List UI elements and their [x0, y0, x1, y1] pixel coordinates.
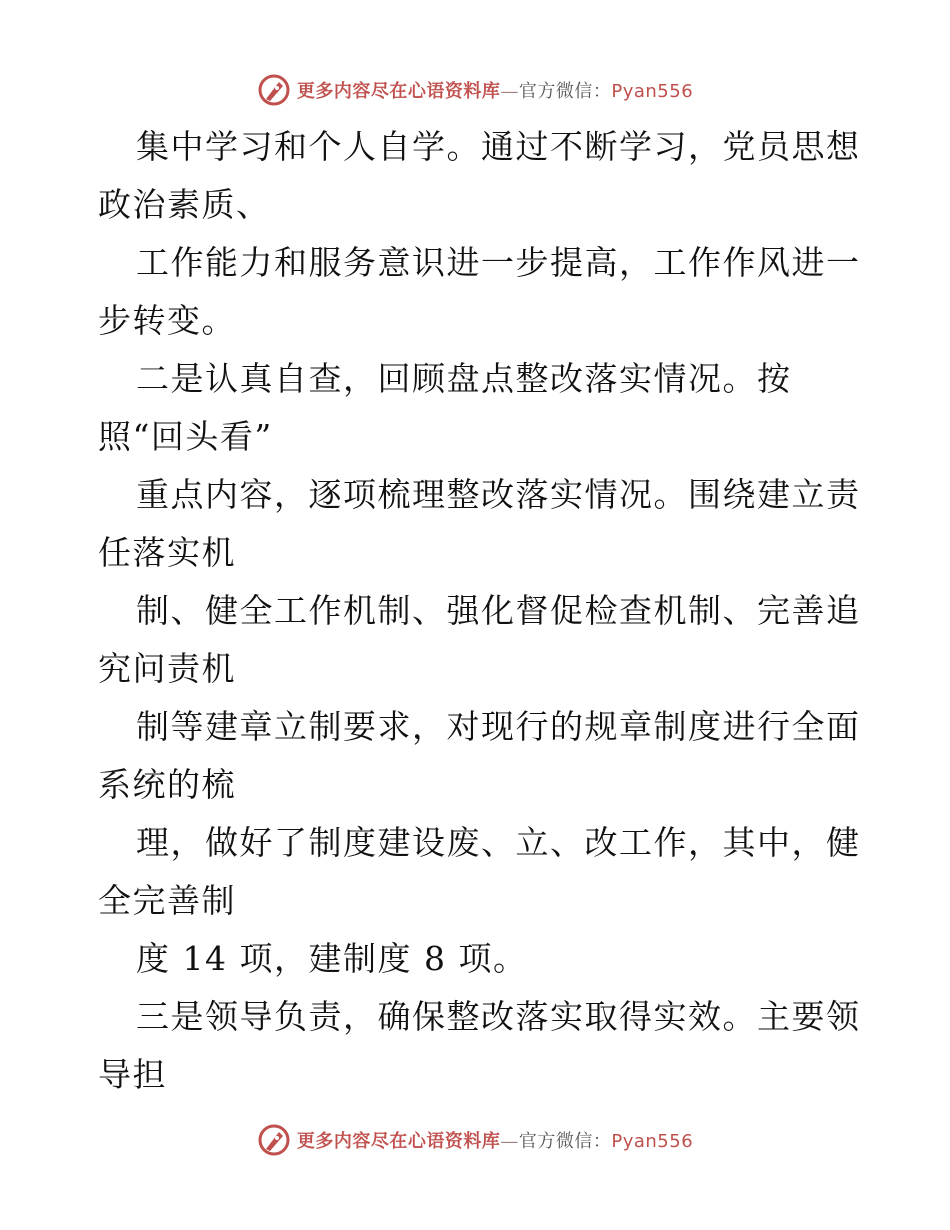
footer-banner — [0, 1120, 950, 1160]
footer-dash: — — [500, 1131, 519, 1152]
header-banner-text — [297, 77, 693, 103]
footer-wechat-id: Pyan556 — [611, 1131, 694, 1152]
body-line: 重点内容，逐项梳理整改落实情况。围绕建立责 — [136, 475, 861, 514]
body-line: 制、健全工作机制、强化督促检查机制、完善追 — [136, 591, 861, 630]
body-line: 三是领导负责，确保整改落实取得实效。主要领 — [136, 997, 861, 1036]
document-body — [98, 118, 861, 1104]
header-dash: — — [500, 81, 519, 102]
footer-wechat-label: 官方微信： — [518, 1131, 612, 1152]
body-line: 任落实机 — [98, 533, 236, 572]
body-line: 导担 — [98, 1055, 167, 1094]
body-line: 政治素质、 — [98, 185, 271, 224]
body-line: 集中学习和个人自学。通过不断学习，党员思想 — [136, 127, 861, 166]
body-line: 全完善制 — [98, 881, 236, 920]
body-line: 究问责机 — [98, 649, 236, 688]
footer-banner-content — [257, 1123, 693, 1157]
body-line: 系统的梳 — [98, 765, 236, 804]
body-line: 工作能力和服务意识进一步提高，工作作风进一 — [136, 243, 861, 282]
header-site-text: 更多内容尽在心语资料库 — [296, 81, 501, 102]
pen-nib-logo-icon — [257, 73, 291, 107]
header-banner — [0, 70, 950, 110]
body-line: 度 14 项，建制度 8 项。 — [136, 939, 528, 978]
header-banner-content — [257, 73, 693, 107]
body-line: 步转变。 — [98, 301, 236, 340]
body-line: 照“回头看” — [98, 417, 273, 456]
body-line: 理，做好了制度建设废、立、改工作，其中，健 — [136, 823, 861, 862]
body-line: 制等建章立制要求，对现行的规章制度进行全面 — [136, 707, 861, 746]
body-line: 二是认真自查，回顾盘点整改落实情况。按 — [136, 359, 792, 398]
header-wechat-id: Pyan556 — [611, 81, 694, 102]
footer-site-text: 更多内容尽在心语资料库 — [296, 1131, 501, 1152]
footer-banner-text — [297, 1127, 693, 1153]
pen-nib-logo-icon — [257, 1123, 291, 1157]
header-wechat-label: 官方微信： — [518, 81, 612, 102]
